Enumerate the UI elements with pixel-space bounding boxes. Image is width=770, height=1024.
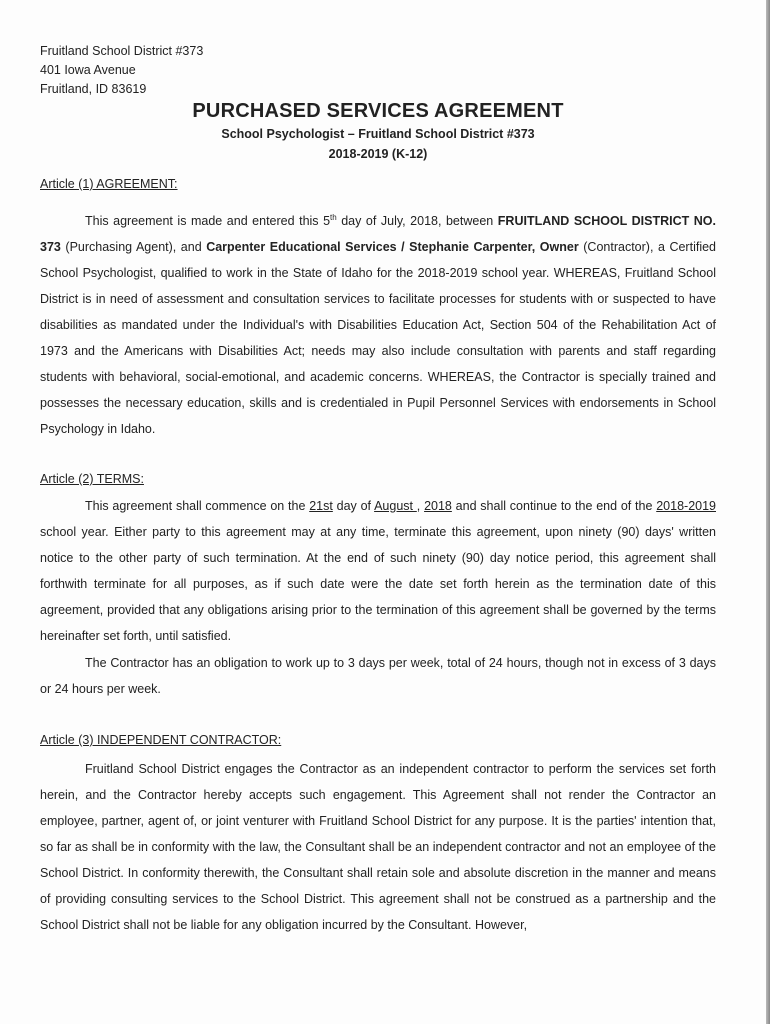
school-year-term: 2018-2019 bbox=[656, 499, 716, 513]
scan-edge bbox=[766, 0, 770, 1024]
school-year: 2018-2019 (K-12) bbox=[328, 147, 428, 161]
article-1-body bbox=[40, 208, 716, 442]
title-block bbox=[0, 100, 756, 163]
start-year: 2018 bbox=[424, 499, 452, 513]
article-1-text-1: This agreement is made and entered this 5 bbox=[85, 214, 331, 228]
article-2-text-4: and shall continue to the end of the bbox=[451, 499, 657, 513]
address-line-2: 401 Iowa Avenue bbox=[40, 63, 136, 77]
article-2-text-1: This agreement shall commence on the bbox=[85, 499, 310, 513]
article-1-heading: Article (1) AGREEMENT: bbox=[40, 177, 178, 191]
address-line-1: Fruitland School District #373 bbox=[40, 44, 204, 58]
district-name: FRUITLAND SCHOOL DISTRICT NO. 373 bbox=[40, 214, 716, 254]
address-line-3: Fruitland, ID 83619 bbox=[40, 82, 147, 96]
ordinal-suffix: th bbox=[330, 212, 337, 222]
article-2-text-5: school year. Either party to this agreement may at any time, terminate this agreement, upon ninety (90) days' written notice to the other party of such termination. At the end of such ninety (90) day notice period, this agreement shall forthwith terminate for all purposes, as if such date were the date set forth herein as the termination date of this agreement, provided that any obligations arising prior to the termination of this agreement shall be governed by the terms hereinafter set forth, until satisfied. bbox=[40, 525, 716, 643]
article-1-text-2: day of July, 2018, between bbox=[336, 214, 498, 228]
document-subtitle: School Psychologist – Fruitland School District #373 bbox=[221, 127, 535, 141]
contractor-name: Carpenter Educational Services / Stephanie Carpenter, Owner bbox=[206, 240, 579, 254]
document-title: PURCHASED SERVICES AGREEMENT bbox=[192, 100, 564, 122]
article-3-body: Fruitland School District engages the Contractor as an independent contractor to perform the services set forth herein, and the Contractor hereby accepts such engagement. This Agreement shall not render the Contractor an employee, partner, agent of, or joint venturer with Fruitland School District for any purpose. It is the parties' intention that, so far as shall be in conformity with the law, the Consultant shall be an independent contractor and not an employee of the School District. In conformity therewith, the Consultant shall retain sole and absolute discretion in the manner and means of providing consulting services to the School District. This agreement shall not be construed as a partnership and the School District shall not be liable for any obligation incurred by the Consultant. However, bbox=[40, 762, 716, 932]
article-2-workload: The Contractor has an obligation to work up to 3 days per week, total of 24 hours, though not in excess of 3 days or 24 hours per week. bbox=[40, 656, 716, 696]
article-2-text-2: day of bbox=[332, 499, 375, 513]
start-month: August bbox=[374, 499, 417, 513]
sender-address bbox=[40, 42, 203, 99]
article-3-heading: Article (3) INDEPENDENT CONTRACTOR: bbox=[40, 733, 282, 747]
article-2-text-3: , bbox=[416, 499, 425, 513]
article-2-body bbox=[40, 493, 716, 649]
start-day: 21st bbox=[309, 499, 333, 513]
article-1-text-3: (Purchasing Agent), and bbox=[60, 240, 207, 254]
article-2-heading: Article (2) TERMS: bbox=[40, 472, 144, 486]
article-1-text-4: (Contractor), a Certified School Psychologist, qualified to work in the State of Idaho for the 2018-2019 school year. WHEREAS, Fruitland School District is in need of assessment and consultation services to facilitate processes for students with or suspected to have disabilities as mandated under the Individual's with Disabilities Education Act, Section 504 of the Rehabilitation Act of 1973 and the Americans with Disabilities Act; needs may also include consultation with parents and staff regarding students with behavioral, social-emotional, and academic concerns. WHEREAS, the Contractor is specially trained and possesses the necessary education, skills and is credentialed in Pupil Personnel Services with endorsements in School Psychology in Idaho. bbox=[40, 240, 716, 436]
